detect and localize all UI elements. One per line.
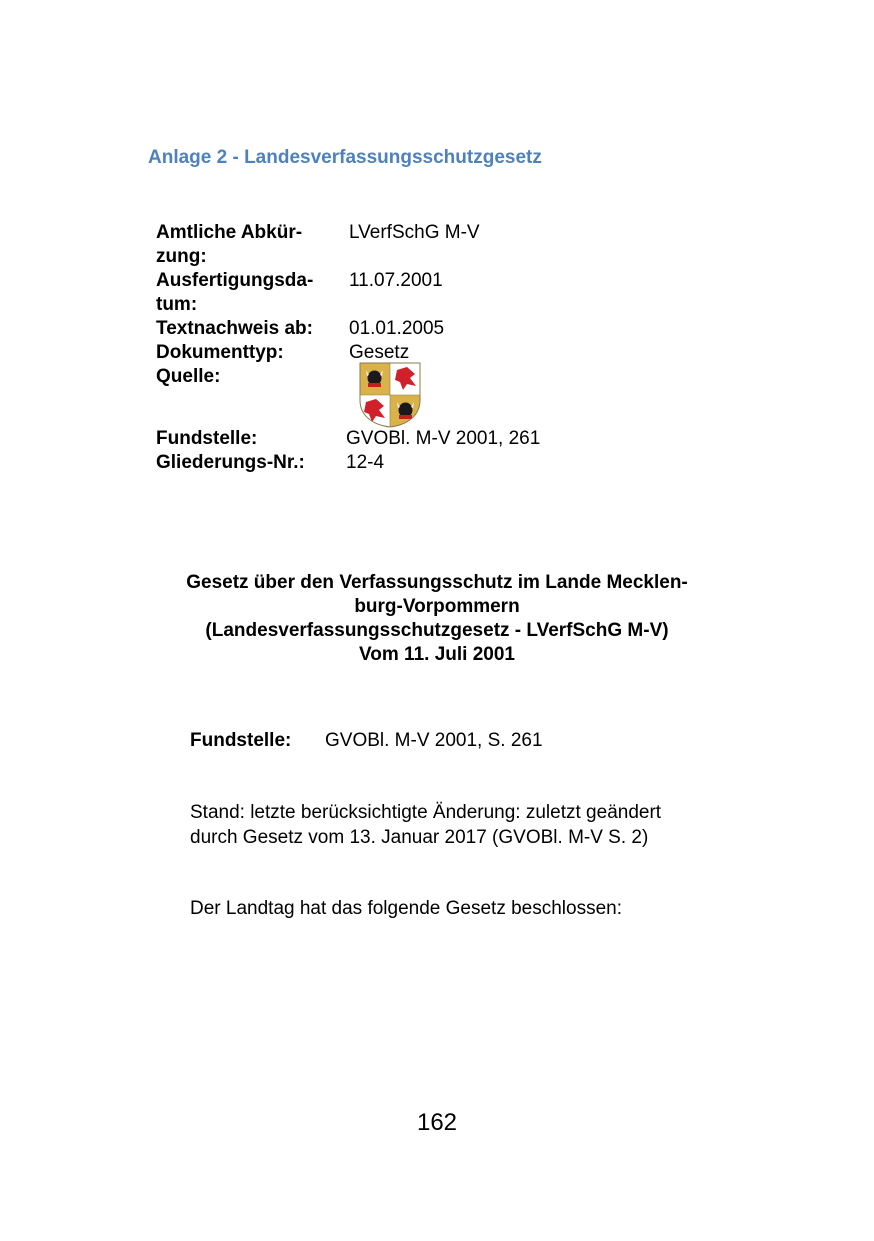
abbreviation-value: LVerfSchG M-V: [349, 222, 480, 243]
document-heading: Anlage 2 - Landesverfassungsschutzgesetz: [148, 147, 542, 168]
text-from-label: Textnachweis ab:: [156, 318, 313, 339]
gliederung-value: 12-4: [346, 452, 385, 473]
stand-line2: durch Gesetz vom 13. Januar 2017 (GVOBl. M-V S. 2): [190, 827, 649, 848]
date-label-line1: Ausfertigungsda-: [156, 270, 314, 291]
text-from-value: 01.01.2005: [349, 318, 445, 339]
page-number: 162: [416, 1109, 458, 1136]
date-value: 11.07.2001: [349, 270, 443, 291]
fundstelle-value: GVOBl. M-V 2001, S. 261: [325, 730, 543, 751]
stand-note: [190, 800, 661, 850]
coat-of-arms-icon: [359, 362, 421, 428]
gliederung-label: Gliederungs-Nr.:: [156, 452, 305, 473]
source-label: Quelle:: [156, 366, 221, 387]
fundstelle-meta-label: Fundstelle:: [156, 428, 258, 449]
date-label: [156, 269, 313, 317]
stand-line1: Stand: letzte berücksichtigte Änderung: zuletzt geändert: [190, 802, 662, 823]
law-title: [140, 571, 734, 667]
law-title-line2: burg-Vorpommern: [354, 596, 520, 617]
fundstelle-meta-value: GVOBl. M-V 2001, 261: [346, 428, 541, 449]
date-label-line2: tum:: [156, 294, 198, 315]
preamble: Der Landtag hat das folgende Gesetz beschlossen:: [190, 898, 623, 919]
fundstelle-label: Fundstelle:: [190, 730, 292, 751]
doctype-value: Gesetz: [349, 342, 410, 363]
law-title-line1: Gesetz über den Verfassungsschutz im Lande Mecklen-: [186, 572, 688, 593]
law-title-line4: Vom 11. Juli 2001: [359, 644, 515, 665]
abbreviation-label-line2: zung:: [156, 246, 207, 267]
law-title-line3: (Landesverfassungsschutzgesetz - LVerfSchG M-V): [205, 620, 669, 641]
doctype-label: Dokumenttyp:: [156, 342, 284, 363]
abbreviation-label: [156, 221, 302, 269]
abbreviation-label-line1: Amtliche Abkür-: [156, 222, 303, 243]
